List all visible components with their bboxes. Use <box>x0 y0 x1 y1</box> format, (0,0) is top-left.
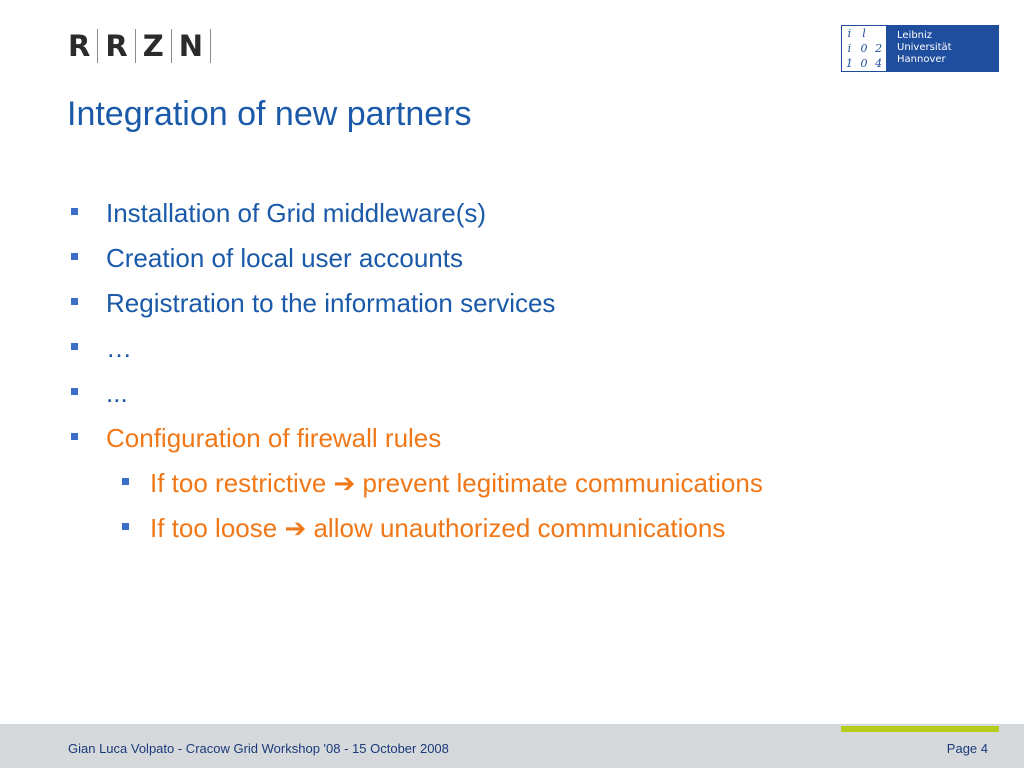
bullet-marker-icon <box>71 298 78 305</box>
bullet-text: … <box>106 333 132 363</box>
rrzn-logo <box>68 26 211 66</box>
bullet-marker-icon <box>122 523 129 530</box>
logo-mark-digit: i <box>847 27 852 40</box>
rrzn-logo-letter: R <box>68 29 91 63</box>
logo-mark-digit: 4 <box>875 57 883 70</box>
bullet-marker-icon <box>71 343 78 350</box>
logo-mark-digit: 0 <box>860 57 868 70</box>
slide-title: Integration of new partners <box>67 95 472 133</box>
bullet-item <box>0 330 1024 375</box>
bullet-text: Registration to the information services <box>106 288 556 318</box>
bullet-marker-icon <box>71 433 78 440</box>
university-logo-line: Hannover <box>897 54 946 65</box>
page-number: Page 4 <box>946 741 988 756</box>
rrzn-logo-letter: N <box>178 29 203 63</box>
bullet-text: prevent legitimate communications <box>362 468 763 498</box>
logo-mark-digit: 0 <box>860 42 868 55</box>
sub-bullet-item <box>0 465 1024 510</box>
university-logo-line: Universität <box>897 42 952 53</box>
bullet-list <box>0 195 1024 555</box>
arrow-right-icon: ➔ <box>333 468 356 498</box>
footer-accent-bar <box>841 726 999 732</box>
bullet-text: Configuration of firewall rules <box>106 423 442 453</box>
logo-mark-digit: 2 <box>875 42 883 55</box>
bullet-item <box>0 195 1024 240</box>
bullet-item <box>0 240 1024 285</box>
bullet-item <box>0 375 1024 420</box>
rrzn-logo-letter: R <box>105 29 128 63</box>
logo-mark-digit: i <box>847 42 852 55</box>
bullet-text: Installation of Grid middleware(s) <box>106 198 487 228</box>
bullet-text: ... <box>106 378 128 408</box>
logo-mark-digit: 1 <box>845 57 853 70</box>
arrow-right-icon: ➔ <box>284 513 307 543</box>
bullet-marker-icon <box>71 253 78 260</box>
rrzn-logo-letter: Z <box>142 29 164 63</box>
bullet-marker-icon <box>122 478 129 485</box>
logo-divider <box>210 29 211 63</box>
university-logo-text <box>887 25 999 72</box>
university-logo-mark <box>841 25 887 72</box>
logo-mark-digit: l <box>862 27 866 40</box>
university-logo <box>841 25 999 72</box>
bullet-text: If too loose <box>150 513 278 543</box>
footer-author-event: Gian Luca Volpato - Cracow Grid Workshop '08 - 15 October 2008 <box>68 741 449 756</box>
bullet-text: If too restrictive <box>150 468 327 498</box>
bullet-text: allow unauthorized communications <box>313 513 726 543</box>
bullet-text: Creation of local user accounts <box>106 243 463 273</box>
bullet-item <box>0 285 1024 330</box>
bullet-marker-icon <box>71 208 78 215</box>
university-logo-line: Leibniz <box>897 30 933 41</box>
bullet-item <box>0 420 1024 465</box>
bullet-marker-icon <box>71 388 78 395</box>
sub-bullet-item <box>0 510 1024 555</box>
